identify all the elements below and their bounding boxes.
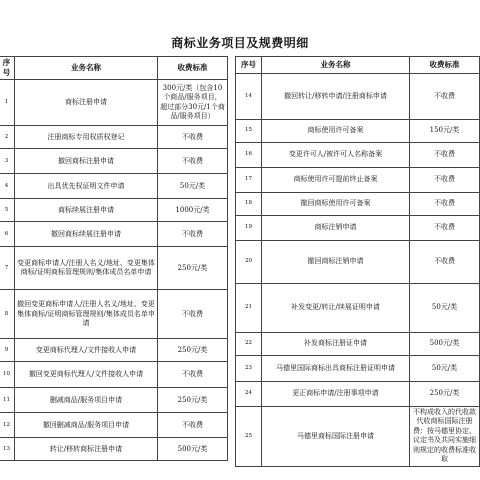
name-cell: 撤回变更商标申请人/注册人名义/地址、变更集体商标/证明商标管理规则/集体成员名单申请 bbox=[15, 290, 158, 339]
name-cell: 撤回变更商标代理人/文件接收人申请 bbox=[15, 362, 158, 388]
table-row bbox=[236, 284, 480, 333]
seq-cell: 3 bbox=[0, 149, 15, 174]
name-cell: 商标使用许可提前终止备案 bbox=[262, 168, 410, 193]
name-cell: 撤回转让/移转申请/注册商标申请 bbox=[262, 74, 410, 120]
table-header-row bbox=[236, 57, 480, 74]
table-row bbox=[0, 339, 228, 362]
fee-cell: 500元/类 bbox=[158, 438, 228, 461]
name-header: 业务名称 bbox=[262, 57, 410, 74]
table-row bbox=[236, 333, 480, 356]
table-row bbox=[0, 247, 228, 290]
fee-cell: 不收费 bbox=[410, 216, 480, 241]
seq-cell: 24 bbox=[236, 382, 262, 407]
name-cell: 补发变更/转让/续展证明申请 bbox=[262, 284, 410, 333]
fee-cell: 250元/类 bbox=[158, 339, 228, 362]
fee-header: 收费标准 bbox=[158, 57, 228, 80]
seq-cell: 10 bbox=[0, 362, 15, 388]
name-cell: 变更商标申请人/注册人名义/地址、变更集体商标/证明商标管理规则/集体成员名单申请 bbox=[15, 247, 158, 290]
table-row bbox=[236, 193, 480, 216]
seq-cell: 7 bbox=[0, 247, 15, 290]
seq-cell: 18 bbox=[236, 193, 262, 216]
seq-cell: 4 bbox=[0, 174, 15, 199]
seq-cell: 12 bbox=[0, 413, 15, 438]
name-cell: 商标注册申请 bbox=[15, 80, 158, 126]
fee-table-right bbox=[235, 56, 480, 467]
fee-cell: 不收费 bbox=[158, 413, 228, 438]
seq-cell: 13 bbox=[0, 438, 15, 461]
seq-cell: 23 bbox=[236, 356, 262, 382]
name-cell: 注册商标专用权质权登记 bbox=[15, 126, 158, 149]
fee-cell: 不收费 bbox=[410, 241, 480, 284]
fee-table-left bbox=[0, 56, 228, 461]
name-cell: 转让/移转商标注册申请 bbox=[15, 438, 158, 461]
seq-cell: 14 bbox=[236, 74, 262, 120]
seq-cell: 15 bbox=[236, 120, 262, 143]
table-row bbox=[0, 80, 228, 126]
name-cell: 商标注销申请 bbox=[262, 216, 410, 241]
name-cell: 商标使用许可备案 bbox=[262, 120, 410, 143]
fee-cell: 不收费 bbox=[158, 149, 228, 174]
fee-cell: 50元/类 bbox=[158, 174, 228, 199]
table-row bbox=[236, 143, 480, 168]
fee-cell: 250元/类 bbox=[410, 382, 480, 407]
name-cell: 变更许可人/被许可人名称备案 bbox=[262, 143, 410, 168]
seq-cell: 6 bbox=[0, 222, 15, 247]
seq-cell: 11 bbox=[0, 388, 15, 413]
seq-cell: 22 bbox=[236, 333, 262, 356]
table-row bbox=[0, 362, 228, 388]
seq-cell: 25 bbox=[236, 407, 262, 467]
name-cell: 撤回删减商品/服务项目申请 bbox=[15, 413, 158, 438]
table-row bbox=[0, 413, 228, 438]
table-row bbox=[0, 149, 228, 174]
fee-header: 收费标准 bbox=[410, 57, 480, 74]
seq-cell: 20 bbox=[236, 241, 262, 284]
name-cell: 删减商品/服务项目申请 bbox=[15, 388, 158, 413]
table-row bbox=[236, 382, 480, 407]
fee-cell: 300元/类（包含10个商品/服务项目，超过部分30元/1个商品/服务项目） bbox=[158, 80, 228, 126]
seq-cell: 17 bbox=[236, 168, 262, 193]
seq-header: 序号 bbox=[0, 57, 15, 80]
fee-cell: 250元/类 bbox=[158, 388, 228, 413]
table-row bbox=[236, 74, 480, 120]
name-cell: 撤回商标注销申请 bbox=[262, 241, 410, 284]
table-row bbox=[0, 199, 228, 222]
table-row bbox=[0, 438, 228, 461]
table-row bbox=[236, 168, 480, 193]
name-cell: 撤回商标注册申请 bbox=[15, 149, 158, 174]
fee-cell: 不收费 bbox=[158, 290, 228, 339]
document-title: 商标业务项目及规费明细 bbox=[171, 36, 309, 50]
seq-cell: 9 bbox=[0, 339, 15, 362]
seq-cell: 1 bbox=[0, 80, 15, 126]
table-row bbox=[0, 174, 228, 199]
fee-cell: 不收费 bbox=[158, 362, 228, 388]
name-cell: 马德里商标国际注册申请 bbox=[262, 407, 410, 467]
table-row bbox=[0, 222, 228, 247]
table-row bbox=[0, 290, 228, 339]
name-header: 业务名称 bbox=[15, 57, 158, 80]
fee-cell: 不收费 bbox=[410, 74, 480, 120]
seq-cell: 21 bbox=[236, 284, 262, 333]
seq-cell: 19 bbox=[236, 216, 262, 241]
table-row bbox=[236, 241, 480, 284]
table-row bbox=[236, 216, 480, 241]
name-cell: 撤回商标使用许可备案 bbox=[262, 193, 410, 216]
fee-cell: 不收费 bbox=[410, 193, 480, 216]
fee-cell: 500元/类 bbox=[410, 333, 480, 356]
fee-cell: 150元/类 bbox=[410, 120, 480, 143]
fee-cell: 50元/类 bbox=[410, 356, 480, 382]
table-row bbox=[0, 388, 228, 413]
name-cell: 出具优先权证明文件申请 bbox=[15, 174, 158, 199]
seq-cell: 2 bbox=[0, 126, 15, 149]
table-header-row bbox=[0, 57, 228, 80]
name-cell: 补发商标注册证申请 bbox=[262, 333, 410, 356]
fee-cell: 不构成收入的代收款代收商标国际注册费：按马德里协定、议定书及共同实施细则规定的收费标准收取 bbox=[410, 407, 480, 467]
fee-cell: 250元/类 bbox=[158, 247, 228, 290]
table-row bbox=[236, 356, 480, 382]
seq-cell: 8 bbox=[0, 290, 15, 339]
name-cell: 变更商标代理人/文件接收人申请 bbox=[15, 339, 158, 362]
fee-cell: 不收费 bbox=[410, 168, 480, 193]
fee-cell: 不收费 bbox=[158, 222, 228, 247]
seq-cell: 5 bbox=[0, 199, 15, 222]
seq-cell: 16 bbox=[236, 143, 262, 168]
fee-cell: 不收费 bbox=[410, 143, 480, 168]
fee-cell: 50元/类 bbox=[410, 284, 480, 333]
name-cell: 撤回商标续展注册申请 bbox=[15, 222, 158, 247]
name-cell: 商标续展注册申请 bbox=[15, 199, 158, 222]
table-row bbox=[0, 126, 228, 149]
name-cell: 更正商标申请/注册事项申请 bbox=[262, 382, 410, 407]
seq-header: 序号 bbox=[236, 57, 262, 74]
fee-cell: 不收费 bbox=[158, 126, 228, 149]
table-row bbox=[236, 120, 480, 143]
name-cell: 马德里国际商标出具商标注册证明申请 bbox=[262, 356, 410, 382]
table-row bbox=[236, 407, 480, 467]
fee-cell: 1000元/类 bbox=[158, 199, 228, 222]
